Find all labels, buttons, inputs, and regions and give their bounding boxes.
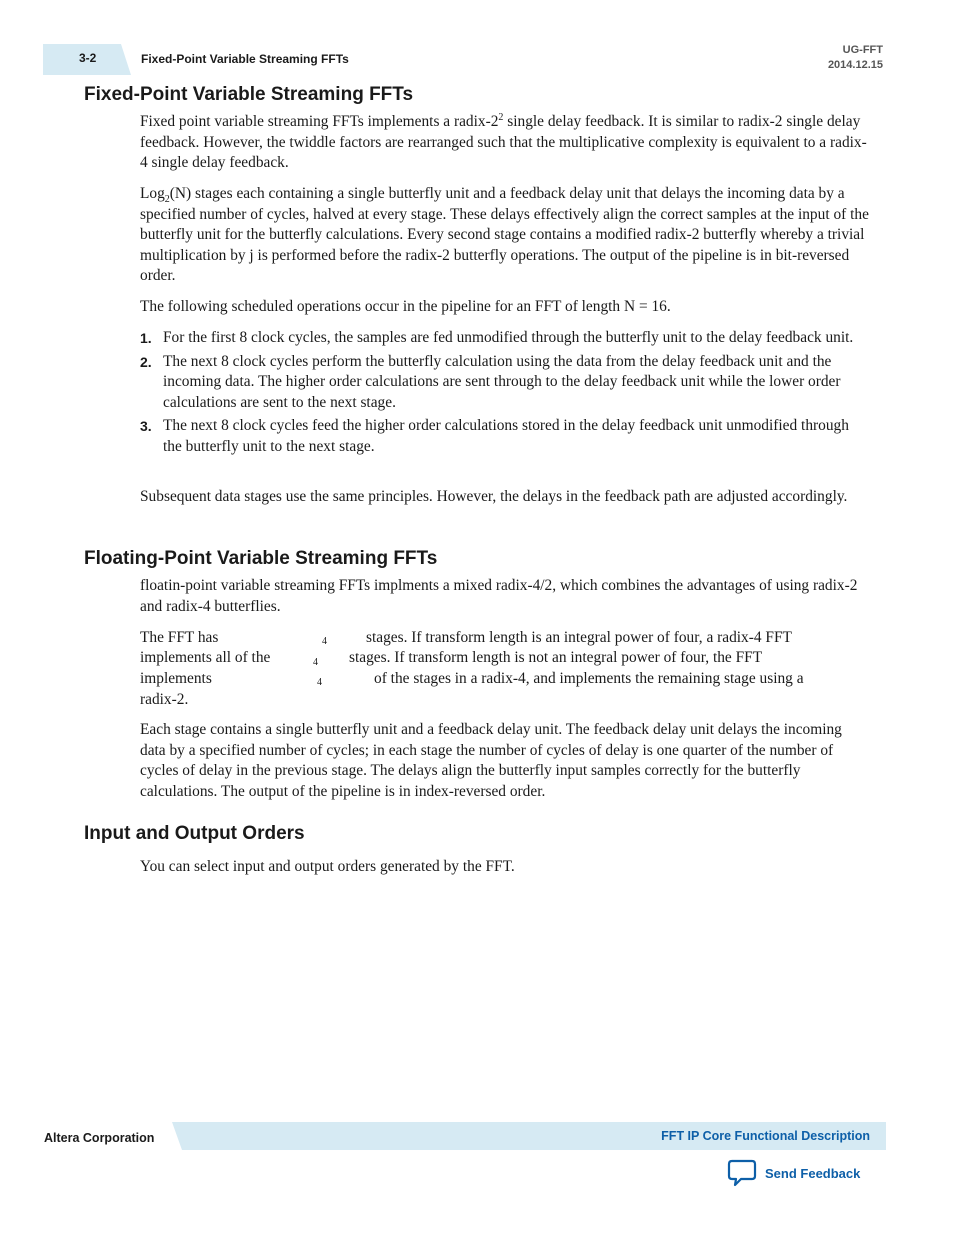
send-feedback-label: Send Feedback (765, 1165, 861, 1181)
list-item-text: The next 8 clock cycles perform the butterfly calculation using the data from the delay feedback unit and the incoming data. The higher order calculations are sent through to the delay feedback unit while the lower order calculations are sent to the next stage. (163, 352, 841, 411)
io-paragraph-1: You can select input and output orders generated by the FFT. (140, 858, 515, 875)
section-heading-io-orders: Input and Output Orders (84, 823, 305, 844)
fixed-p1-text-b: single delay feedback. It is similar to radix-2 single delay feedback. However, the twiddle factors are rearranged such that the multiplicative complexity is equivalent to a radix-4 single delay feedback. (140, 113, 867, 172)
section-heading-fixed-point: Fixed-Point Variable Streaming FFTs (84, 84, 414, 105)
doc-id: UG-FFT (842, 44, 883, 56)
doc-date: 2014.12.15 (827, 59, 883, 71)
floating-line2-text-b: stages. If transform length is not an integral power of four, the FFT (349, 649, 763, 666)
list-item (140, 352, 870, 414)
floating-line3-text-a: implements (140, 670, 212, 687)
list-item-number: 1. (140, 330, 152, 346)
list-item (140, 328, 870, 349)
fixed-paragraph-2 (140, 184, 870, 287)
list-item-text: The next 8 clock cycles feed the higher order calculations stored in the delay feedback unit unmodified through the butterfly unit to the next stage. (163, 417, 849, 455)
fixed-p2-subscript: 2 (164, 194, 170, 206)
fixed-paragraph-4: Subsequent data stages use the same principles. However, the delays in the feedback path are adjusted accordingly. (140, 488, 848, 505)
floating-line2-subscript: 4 (313, 657, 318, 668)
list-item (140, 416, 870, 457)
speech-bubble-icon (727, 1159, 757, 1187)
chapter-title-link[interactable]: FFT IP Core Functional Description (661, 1129, 870, 1143)
fixed-paragraph-1 (140, 112, 870, 174)
running-title: Fixed-Point Variable Streaming FFTs (141, 52, 349, 66)
floating-line3-subscript: 4 (317, 677, 322, 688)
list-item-number: 2. (140, 353, 152, 370)
fixed-p2-text-a: Log (140, 185, 165, 202)
list-item-text: For the first 8 clock cycles, the samples are fed unmodified through the butterfly unit to the delay feedback unit. (163, 329, 854, 346)
floating-line1-text-a: The FFT has (140, 629, 219, 646)
floating-line1-text-b: stages. If transform length is an integral power of four, a radix-4 FFT (366, 629, 792, 646)
floating-paragraph-1: floatin-point variable streaming FFTs implments a mixed radix-4/2, which combines the advantages of using radix-2 and radix-4 butterflies. (140, 577, 858, 615)
fixed-paragraph-3: The following scheduled operations occur in the pipeline for an FFT of length N = 16. (140, 298, 671, 315)
company-name: Altera Corporation (44, 1131, 155, 1145)
floating-line1-subscript: 4 (322, 636, 327, 647)
floating-line2-text-a: implements all of the (140, 649, 271, 666)
fixed-p2-text-b: (N) stages each containing a single butterfly unit and a feedback delay unit that delays the incoming data by a specified number of cycles, halved at every stage. These delays effectively align the correct samples at the input of the butterfly unit for the butterfly calculations. Every second stage contains a modified radix-2 butterfly whereby a trivial multiplication by j is performed before the radix-2 butterfly operations. The output of the pipeline is in bit-reversed order. (140, 185, 869, 285)
doc-meta (828, 43, 883, 73)
floating-paragraph-3: Each stage contains a single butterfly unit and a feedback delay unit. The feedback delay unit delays the incoming data by a specified number of cycles; in each stage the number of cycles of delay is one quarter of the number of cycles of delay in the previous stage. The delays align the butterfly input samples correctly for the butterfly calculations. The output of the pipeline is in index-reversed order. (140, 721, 842, 800)
list-item-number: 3. (140, 418, 152, 435)
fixed-p1-superscript: 2 (498, 111, 504, 123)
floating-line4-text: radix-2. (140, 691, 189, 708)
fixed-p1-text-a: Fixed point variable streaming FFTs implements a radix-2 (140, 113, 499, 130)
page-number: 3-2 (79, 51, 97, 65)
ordered-list (140, 328, 870, 458)
send-feedback-button[interactable] (727, 1158, 860, 1188)
floating-line3-text-b: of the stages in a radix-4, and implements the remaining stage using a (374, 670, 804, 687)
section-heading-floating-point: Floating-Point Variable Streaming FFTs (84, 548, 438, 569)
